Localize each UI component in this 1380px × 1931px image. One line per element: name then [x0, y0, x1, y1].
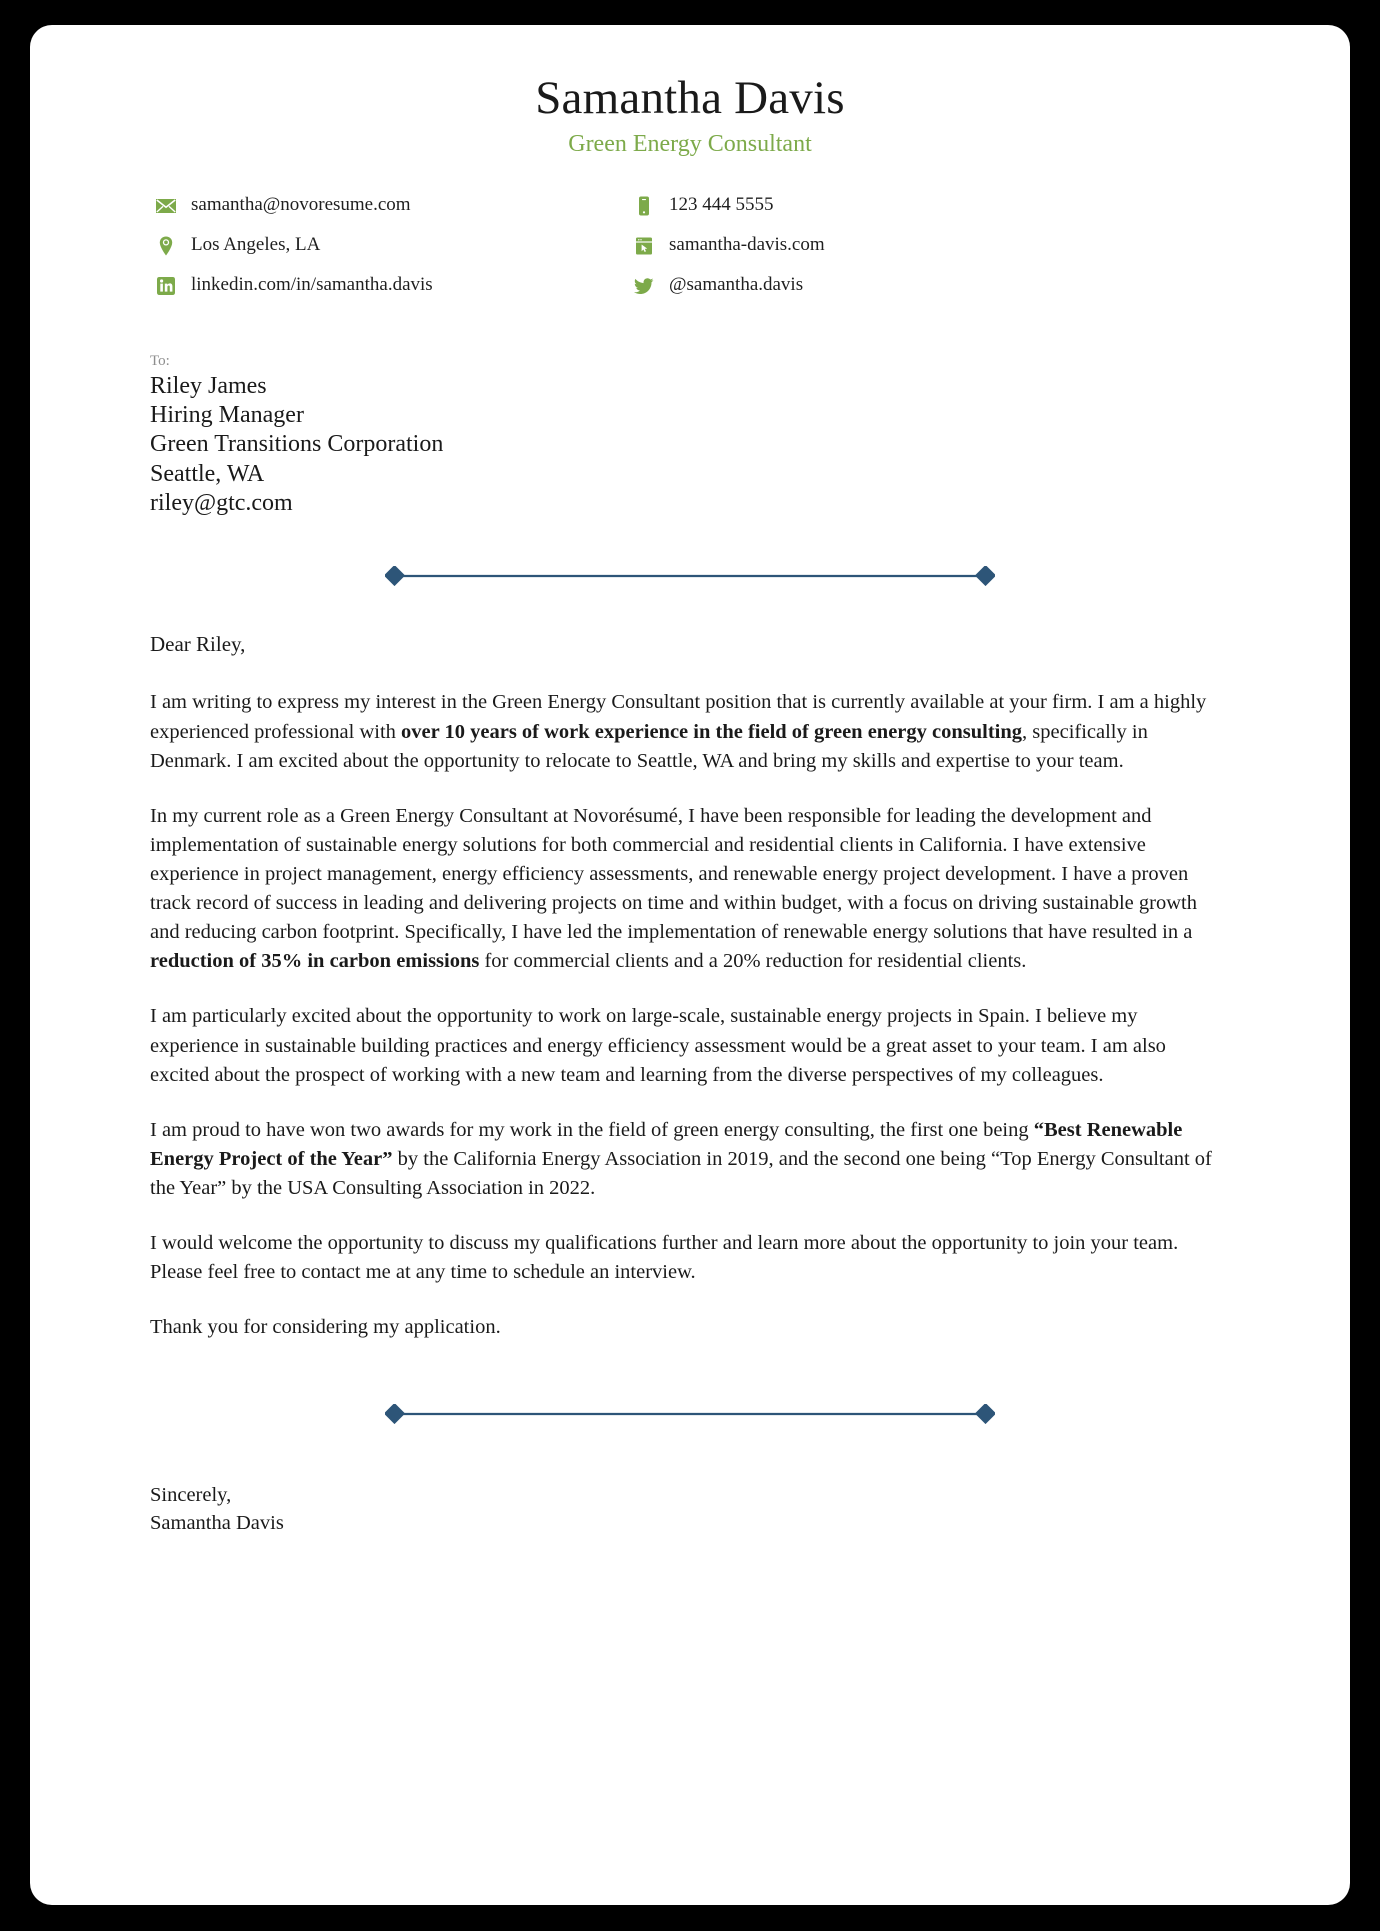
applicant-job-title: Green Energy Consultant — [568, 130, 812, 157]
email-icon — [155, 195, 177, 217]
to-label: To: — [150, 352, 170, 369]
contact-value-location: Los Angeles, LA — [191, 234, 321, 256]
contact-item-phone[interactable] — [633, 193, 1230, 219]
paragraph-4: I am proud to have won two awards for my work in the field of green energy consulting, the first one being “Best Renewable Energy Project of the Year” by the California Energy Association in 2019, and the second one being “Top Energy Consultant of the Year” by the USA Consulting Association in 2022. — [150, 1118, 1212, 1199]
divider-bottom — [150, 1404, 1230, 1424]
paragraph-5: I would welcome the opportunity to discuss my qualifications further and learn more about the opportunity to join your team. Please feel free to contact me at any time to schedule an interview. — [150, 1232, 1179, 1284]
location-icon — [155, 235, 177, 257]
contact-details — [152, 193, 1230, 299]
closing-text: Sincerely, — [150, 1484, 232, 1507]
twitter-icon — [633, 275, 655, 297]
recipient-company: Green Transitions Corporation — [150, 431, 444, 458]
contact-value-website: samantha-davis.com — [669, 234, 825, 256]
letter-body — [150, 630, 1230, 1342]
linkedin-icon — [155, 275, 177, 297]
contact-value-email: samantha@novoresume.com — [191, 194, 411, 216]
contact-item-website[interactable] — [633, 233, 1230, 259]
contact-value-linkedin: linkedin.com/in/samantha.davis — [191, 274, 433, 296]
contact-item-email[interactable] — [155, 193, 633, 219]
divider-top — [150, 566, 1230, 586]
recipient-name: Riley James — [150, 372, 267, 399]
contact-item-linkedin[interactable] — [155, 273, 633, 299]
applicant-name: Samantha Davis — [535, 72, 845, 124]
recipient-role: Hiring Manager — [150, 402, 304, 429]
letter-header — [150, 73, 1230, 159]
paragraph-3: I am particularly excited about the opportunity to work on large-scale, sustainable energy projects in Spain. I believe my experience in sustainable building practices and energy efficiency assessment would be a great asset to your team. I am also excited about the prospect of working with a new team and learning from the diverse perspectives of my colleagues. — [150, 1005, 1166, 1086]
recipient-block — [150, 351, 1230, 519]
website-icon — [633, 235, 655, 257]
recipient-location: Seattle, WA — [150, 460, 265, 487]
paragraph-2: In my current role as a Green Energy Consultant at Novorésumé, I have been responsible for leading the development and implementation of sustainable energy solutions for both commercial and residential clients in California. I have extensive experience in project management, energy efficiency assessments, and renewable energy project development. I have a proven track record of success in leading and delivering projects on time and within budget, with a focus on driving sustainable growth and reducing carbon footprint. Specifically, I have led the implementation of renewable energy solutions that have resulted in a reduction of 35% in carbon emissions for commercial clients and a 20% reduction for residential clients. — [150, 804, 1197, 973]
cover-letter-page — [30, 25, 1350, 1905]
paragraph-6: Thank you for considering my application. — [150, 1316, 501, 1339]
contact-item-location[interactable] — [155, 233, 633, 259]
paragraph-1: I am writing to express my interest in the Green Energy Consultant position that is currently available at your firm. I am a highly experienced professional with over 10 years of work experience in the field of green energy consulting, specifically in Denmark. I am excited about the opportunity to relocate to Seattle, WA and bring my skills and expertise to your team. — [150, 691, 1207, 772]
recipient-email: riley@gtc.com — [150, 489, 293, 516]
signature-block — [150, 1482, 1230, 1537]
phone-icon — [633, 195, 655, 217]
signature-name: Samantha Davis — [150, 1512, 284, 1535]
contact-value-twitter: @samantha.davis — [669, 274, 804, 296]
salutation: Dear Riley, — [150, 632, 246, 657]
contact-value-phone: 123 444 5555 — [669, 194, 774, 216]
contact-item-twitter[interactable] — [633, 273, 1230, 299]
